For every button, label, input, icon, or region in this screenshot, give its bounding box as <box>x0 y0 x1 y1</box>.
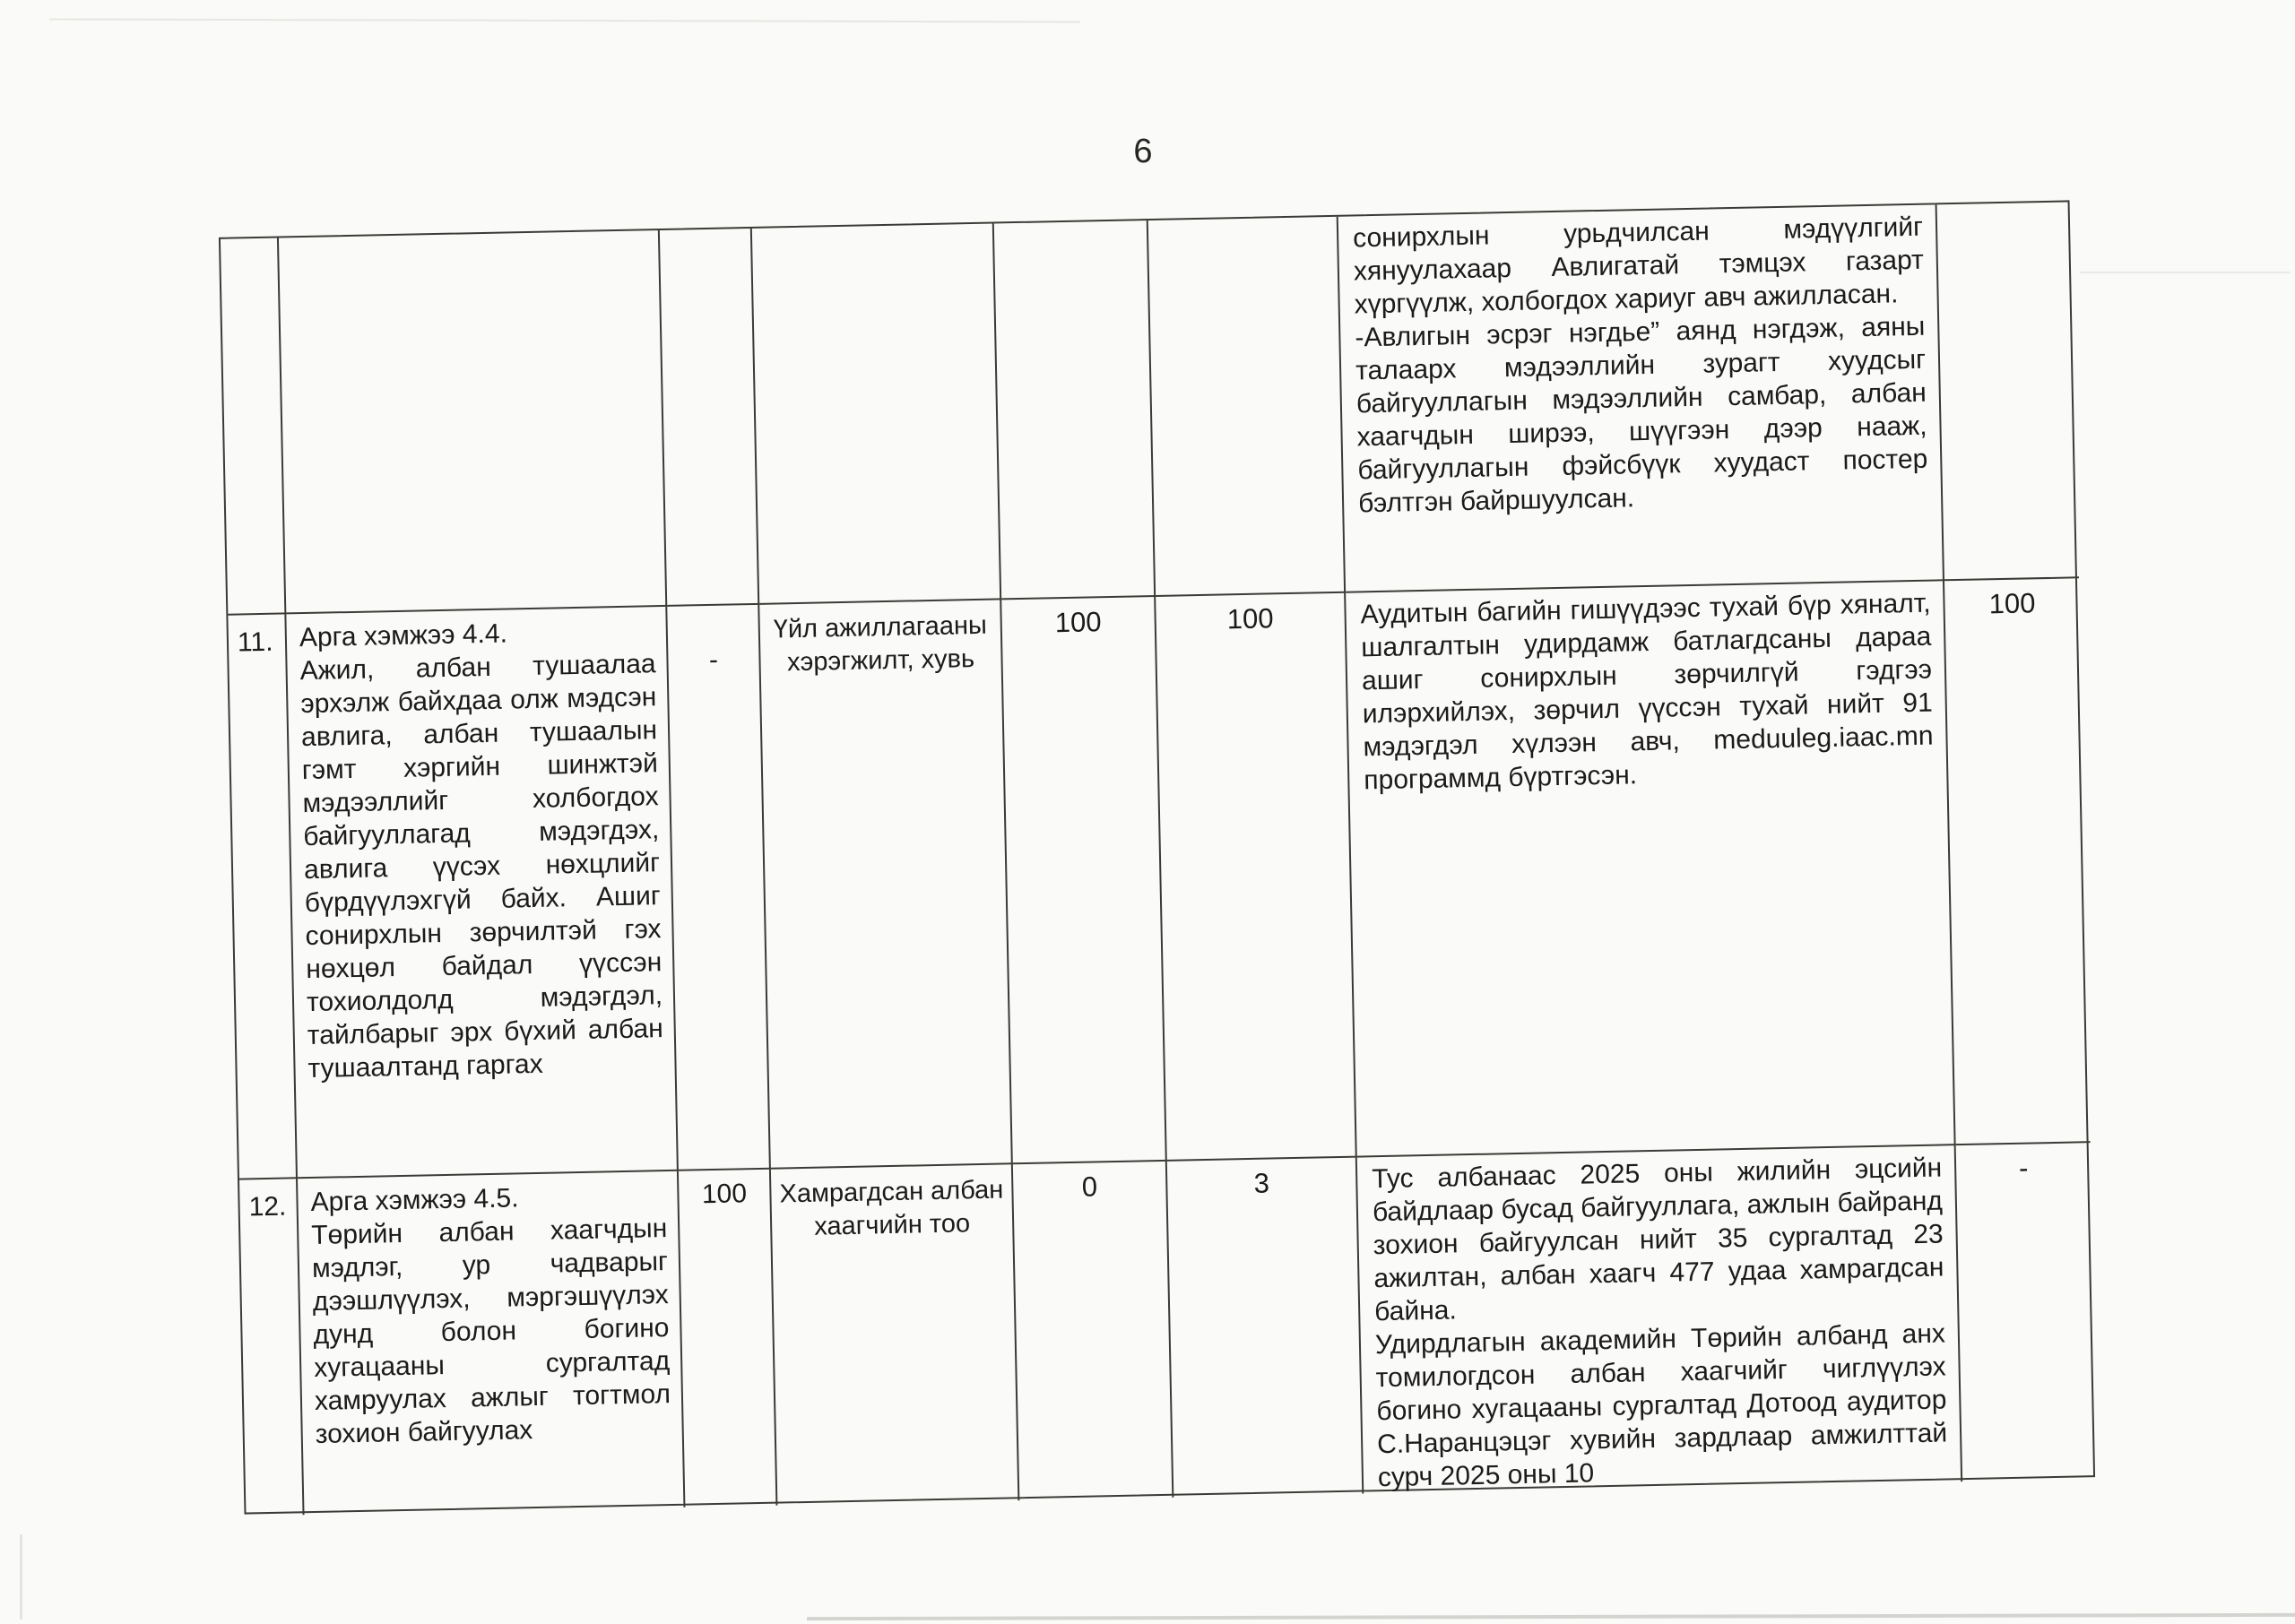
row-number-cell: 11. <box>228 614 298 1179</box>
activity-body: Ажил, албан тушаалаа эрхэлж байхдаа олж мэдсэн авлига, албан тушаалын гэмт хэргийн шинжтэй мэдээллийг холбогдох байгууллагад мэдэгдэх, авлига үүсэх нөхцлийг бүрдүүлэхгүй байх. Ашиг сонирхлын зөрчилтэй гэх нөхцөл байдал үүссэн тохиолдолд мэдэгдэл, тайлбарыг эрх бүхий албан тушаалтанд гаргах <box>299 649 664 1084</box>
page-number: 6 <box>1133 133 1153 170</box>
target-value-cell <box>994 220 1156 600</box>
activity-body <box>291 238 647 245</box>
result-paragraph: сонирхлын урьдчилсан мэдүүлгийг хянуулахаар Авлигатай тэмцэх газарт хүргүүлж, холбогдох хариуг авч ажилласан. <box>1352 212 1925 320</box>
actual-value-cell: 3 <box>1167 1158 1364 1498</box>
result-paragraph: Удирдлагын академийн Төрийн албанд анх томилогдсон албан хаагчийг чиглүүлэх богино хугацааны сургалтад Дотоод аудитор С.Наранцэцэг хувийн зардлаар амжилттай сурч 2025 оны 10 <box>1374 1318 1948 1493</box>
activity-cell <box>286 607 679 1179</box>
indicator-cell: Хамрагдсан албан хаагчийн тоо <box>771 1164 1019 1505</box>
actual-value-cell <box>1148 217 1346 597</box>
result-paragraph: Аудитын багийн гишүүдээс тухай бүр хяналт, шалгалтын удирдамж батлагдсаны дараа ашиг сонирхлын зөрчилгүй гэдгээ илэрхийлэх, зөрчил үүссэн тухай нийт 91 мэдэгдэл хүлээн авч, meduuleg.iaac.mn программд бүртгэсэн. <box>1360 588 1934 796</box>
scan-edge-artifact <box>807 1613 2295 1620</box>
scan-edge-artifact <box>49 18 1080 22</box>
score-cell <box>1937 202 2079 581</box>
score-cell: 100 <box>1944 578 2091 1145</box>
row-number-cell <box>221 238 286 616</box>
activity-cell <box>279 230 667 614</box>
scan-edge-artifact <box>2080 272 2291 273</box>
activity-title: Арга хэмжээ 4.4. <box>299 618 508 653</box>
actual-value-cell: 100 <box>1156 593 1357 1162</box>
measure-cell <box>660 229 759 607</box>
scan-edge-artifact <box>20 1534 22 1620</box>
result-paragraph: Тус албанаас 2025 оны жилийн эцсийн байдлаар бусад байгууллага, ажлын байранд зохион байгуулсан нийт 35 сургалтад 23 ажилтан, албан хаагч 477 удаа хамрагдсан байна. <box>1371 1153 1944 1327</box>
score-cell: - <box>2018 1152 2029 1184</box>
target-value-cell: 0 <box>1013 1162 1173 1500</box>
indicator-cell: Үйл ажиллагааны хэрэгжилт, хувь <box>759 600 1013 1169</box>
activity-cell <box>298 1171 685 1515</box>
target-value-cell: 100 <box>1001 597 1167 1164</box>
measure-cell: - <box>667 605 771 1171</box>
row-number-cell: 12. <box>239 1179 305 1516</box>
activity-title <box>291 238 647 245</box>
measure-cell: 100 <box>679 1170 778 1507</box>
indicator-cell <box>752 224 1001 605</box>
report-table <box>219 200 2095 1514</box>
activity-body: Төрийн албан хаагчдын мэдлэг, ур чадварыг дээшлүүлэх, мэргэшүүлэх дунд болон богино хугацааны сургалтад хамруулах ажлыг тогтмол зохион байгуулах <box>310 1214 671 1449</box>
result-text-cell <box>1338 204 1944 592</box>
result-text-cell <box>1357 1145 1962 1493</box>
result-paragraph: -Авлигын эсрэг нэгдье” аянд нэгдэж, аяны талаарх мэдээллийн зурагт хуудсыг байгууллагын мэдээллийн самбар, албан хаагчдын ширээ, шүүгээн дээр нааж, байгууллагын фэйсбүүк хуудаст постер бэлтгэн байршуулсан. <box>1355 311 1928 519</box>
activity-title: Арга хэмжээ 4.5. <box>310 1183 519 1218</box>
result-text-cell <box>1346 581 1956 1157</box>
